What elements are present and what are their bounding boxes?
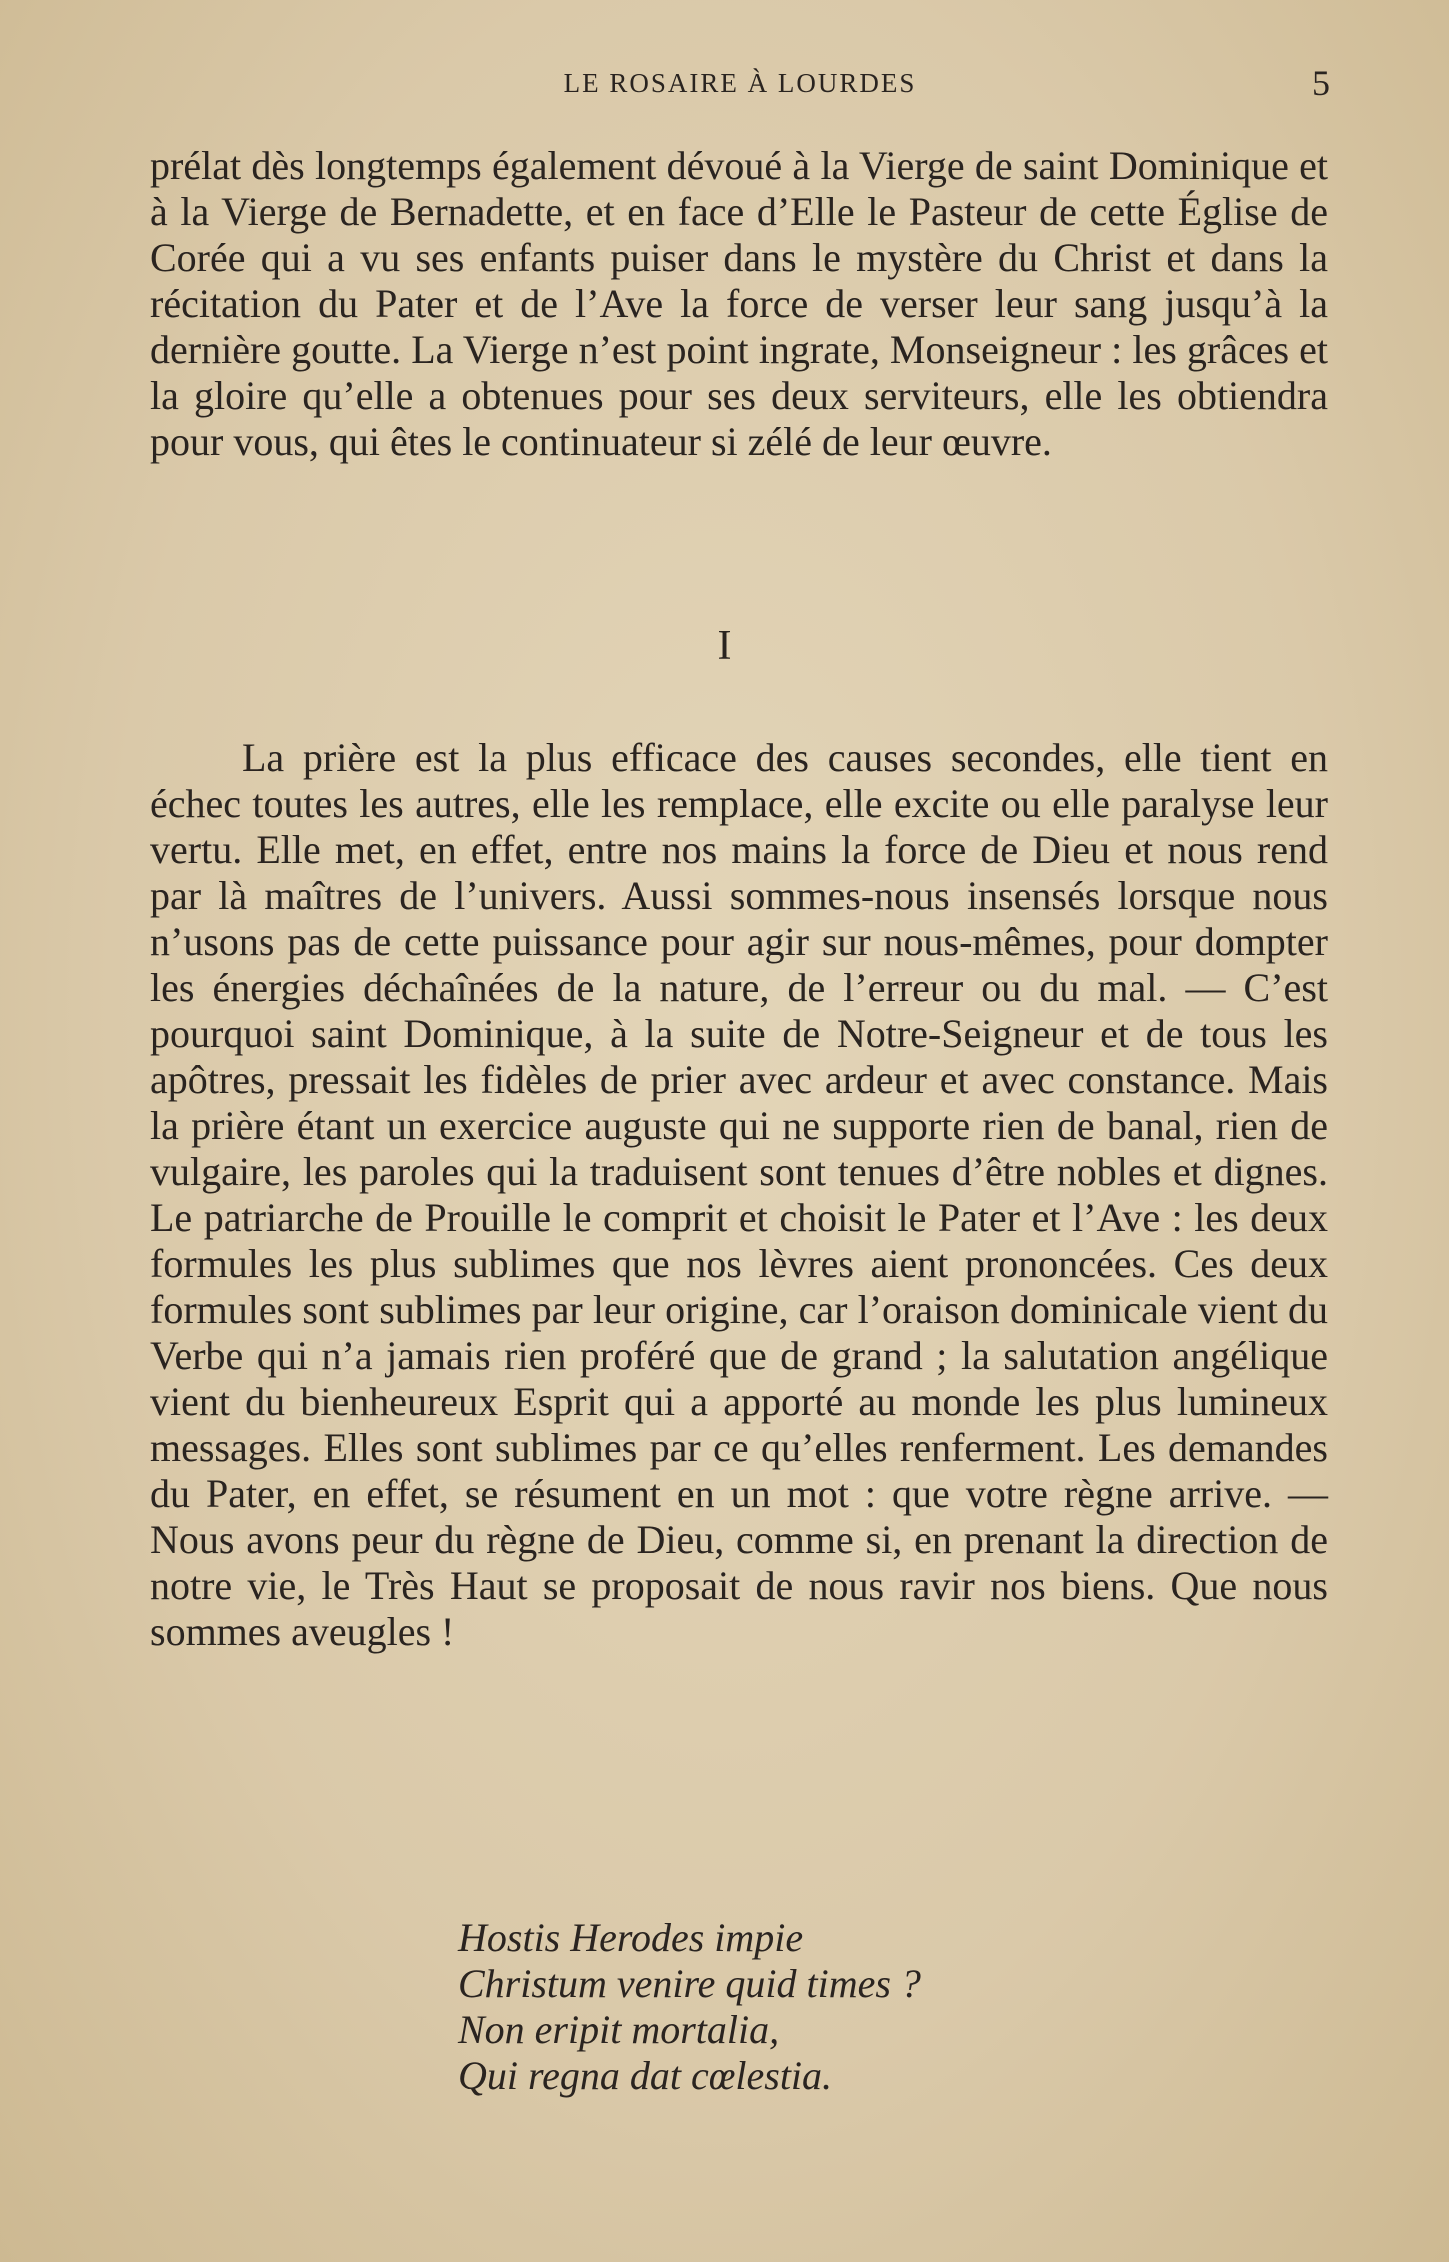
running-head bbox=[150, 62, 1330, 102]
paragraph-2: La prière est la plus efficace des causes secondes, elle tient en échec toutes les autres, elle les remplace, elle excite ou elle paralyse leur vertu. Elle met, en effet, entre nos mains la force de Dieu et nous rend par là maîtres de l’univers. Aussi sommes-nous insensés lorsque nous n’usons pas de cette puissance pour agir sur nous-mêmes, pour dompter les énergies déchaînées de la nature, de l’erreur ou du mal. — C’est pourquoi saint Dominique, à la suite de Notre-Seigneur et de tous les apôtres, pressait les fidèles de prier avec ardeur et avec constance. Mais la prière étant un exercice auguste qui ne supporte rien de banal, rien de vulgaire, les paroles qui la traduisent sont tenues d’être nobles et dignes. Le patriarche de Prouille le comprit et choisit le Pater et l’Ave : les deux formules les plus sublimes que nos lèvres aient prononcées. Ces deux formules sont sublimes par leur origine, car l’oraison dominicale vient du Verbe qui n’a jamais rien proféré que de grand ; la salutation angélique vient du bienheureux Esprit qui a apporté au monde les plus lumineux messages. Elles sont sublimes par ce qu’elles renferment. Les demandes du Pater, en effet, se résument en un mot : que votre règne arrive. — Nous avons peur du règne de Dieu, comme si, en prenant la direction de notre vie, le Très Haut se proposait de nous ravir nos biens. Que nous sommes aveugles ! bbox=[150, 735, 1328, 1654]
section-numeral: I bbox=[717, 623, 732, 669]
verse-line: Qui regna dat cœlestia. bbox=[458, 2053, 833, 2098]
verse-line: Hostis Herodes impie bbox=[458, 1915, 804, 1960]
verse-line: Christum venire quid times ? bbox=[458, 1961, 921, 2006]
paragraph-continuation bbox=[150, 143, 1328, 465]
verse-line: Non eripit mortalia, bbox=[458, 2007, 780, 2052]
paragraph-1: prélat dès longtemps également dévoué à la Vierge de saint Dominique et à la Vierge de Bernadette, et en face d’Elle le Pasteur de cette Église de Corée qui a vu ses enfants puiser dans le mystère du Christ et dans la récitation du Pater et de l’Ave la force de verser leur sang jusqu’à la dernière goutte. La Vierge n’est point ingrate, Monseigneur : les grâces et la gloire qu’elle a obtenues pour ses deux serviteurs, elle les obtiendra pour vous, qui êtes le continuateur si zélé de leur œuvre. bbox=[150, 143, 1328, 464]
page-number: 5 bbox=[1312, 63, 1330, 103]
latin-verse bbox=[458, 1915, 921, 2099]
paragraph-section-one bbox=[150, 735, 1328, 1655]
running-title: LE ROSAIRE À LOURDES bbox=[563, 68, 917, 98]
